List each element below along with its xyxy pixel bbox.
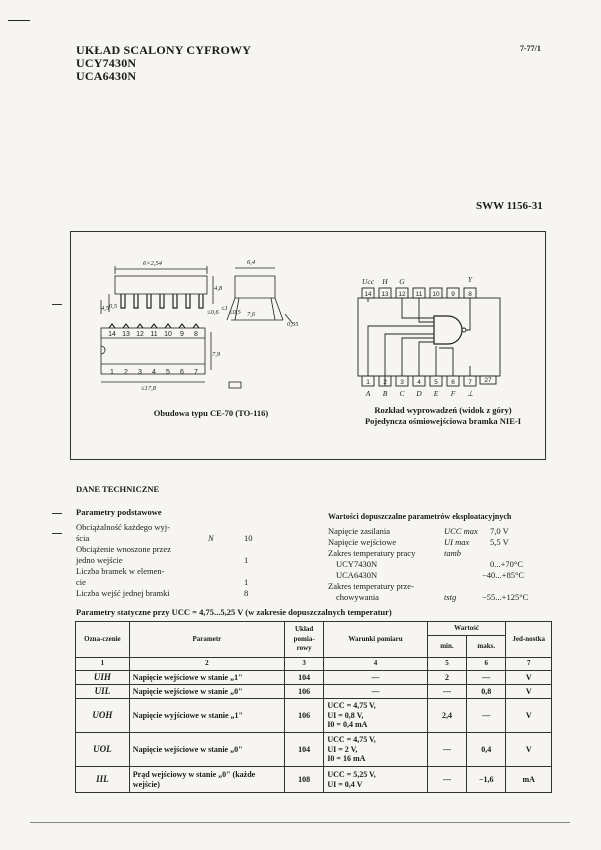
cell-cond xyxy=(324,699,427,733)
limit-row xyxy=(328,581,553,592)
basic-params-list xyxy=(76,522,276,599)
col-header-circuit: Układ pomia-rowy xyxy=(285,622,324,658)
basic-sym: N xyxy=(208,533,214,543)
dim-h1: 4,5 xyxy=(101,305,110,312)
col-header-param: Parametr xyxy=(129,622,284,658)
pkg-pin-6: 6 xyxy=(180,369,184,376)
basic-label: Obciążenie wnoszone przez xyxy=(76,544,171,554)
sch-pin-13: 13 xyxy=(381,291,389,298)
basic-params-heading: Parametry podstawowe xyxy=(76,507,162,517)
label-f: F xyxy=(450,389,456,398)
col-number: 4 xyxy=(324,658,427,671)
limit-sym: tamb xyxy=(444,548,461,558)
pkg-pin-10: 10 xyxy=(164,331,172,338)
label-a: A xyxy=(365,389,371,398)
schematic-caption-line-1: Rozkład wyprowadzeń (widok z góry) xyxy=(374,405,512,415)
schematic-caption-line-2: Pojedyncza ośmiowejściowa bramka NIE-I xyxy=(364,416,522,426)
sch-pin-10: 10 xyxy=(432,291,440,298)
pkg-pin-13: 13 xyxy=(122,331,130,338)
limit-row xyxy=(328,570,553,581)
limits-list xyxy=(328,526,553,603)
cell-cond: — xyxy=(324,671,427,685)
package-caption: Obudowa typu CE-70 (TO-116) xyxy=(153,408,269,418)
cell-min: 2 xyxy=(427,671,466,685)
pinout-schematic xyxy=(346,272,541,402)
col-header-min: min. xyxy=(427,636,466,658)
label-h: H xyxy=(382,277,388,286)
dim-lead2: ≤0,5 xyxy=(229,309,241,316)
limit-row xyxy=(328,537,553,548)
pkg-pin-2: 2 xyxy=(124,369,128,376)
dim-span: 7,6 xyxy=(247,311,256,318)
page-code: 7-77/1 xyxy=(520,44,541,53)
cell-cond: — xyxy=(324,685,427,699)
cell-cond xyxy=(324,767,427,793)
cell-max: — xyxy=(467,671,506,685)
cell-param: Napięcie wejściowe w stanie „1" xyxy=(129,671,284,685)
standard-number: SWW 1156-31 xyxy=(476,200,543,212)
sch-pin-5: 5 xyxy=(434,379,438,386)
pkg-pin-3: 3 xyxy=(138,369,142,376)
limit-sym: UI max xyxy=(444,537,470,547)
dim-h2: 0,5 xyxy=(109,303,118,310)
label-c: C xyxy=(399,389,405,398)
label-e: E xyxy=(433,389,439,398)
cell-unit: V xyxy=(506,685,552,699)
sch-gnd-box: 27 xyxy=(484,377,492,384)
package-drawing xyxy=(71,232,341,412)
limit-row xyxy=(328,592,553,603)
pkg-pin-9: 9 xyxy=(180,331,184,338)
cell-circuit: 106 xyxy=(285,685,324,699)
dim-lead: ≤0,6 xyxy=(207,309,219,316)
table-row xyxy=(76,671,552,685)
col-number: 7 xyxy=(506,658,552,671)
figure-box xyxy=(70,231,546,460)
sch-pin-3: 3 xyxy=(400,379,404,386)
limit-row xyxy=(328,548,553,559)
dim-h3: 4,8 xyxy=(214,285,223,292)
basic-label: Obciążalność każdego wyj- xyxy=(76,522,170,532)
limit-label: chowywania xyxy=(336,592,379,602)
cond-line: UI = 2 V, xyxy=(327,744,358,754)
sch-pin-14: 14 xyxy=(364,291,372,298)
col-number: 6 xyxy=(467,658,506,671)
cell-min: — xyxy=(427,685,466,699)
sch-pin-7: 7 xyxy=(468,379,472,386)
label-b: B xyxy=(382,389,388,398)
basic-label: ścia xyxy=(76,533,90,543)
limit-val: 0...+70°C xyxy=(490,559,523,569)
cond-line: UCC = 4,75 V, xyxy=(327,701,376,711)
dim-pitch: 6×2,54 xyxy=(143,260,163,267)
cell-param: Napięcie wejściowe w stanie „0" xyxy=(129,733,284,767)
basic-val: 1 xyxy=(244,577,249,587)
margin-mark-2 xyxy=(52,513,62,514)
cell-sym: UIH xyxy=(76,671,130,685)
dim-thk: 0,35 xyxy=(287,321,299,328)
cell-cond xyxy=(324,733,427,767)
cell-circuit: 104 xyxy=(285,671,324,685)
cell-max: 0,4 xyxy=(467,733,506,767)
cell-sym: IIL xyxy=(76,767,130,793)
cell-min: — xyxy=(427,733,466,767)
sch-pin-12: 12 xyxy=(398,291,406,298)
col-number: 5 xyxy=(427,658,466,671)
cell-circuit: 106 xyxy=(285,699,324,733)
pkg-pin-7: 7 xyxy=(194,369,198,376)
pkg-pin-4: 4 xyxy=(152,369,156,376)
col-number: 1 xyxy=(76,658,130,671)
margin-mark xyxy=(52,304,62,305)
col-header-sym: Ozna-czenie xyxy=(76,622,130,658)
margin-mark-3 xyxy=(52,533,62,534)
cell-param: Napięcie wejściowe w stanie „0" xyxy=(129,685,284,699)
basic-row xyxy=(76,588,276,599)
sch-pin-6: 6 xyxy=(451,379,455,386)
cell-unit: mA xyxy=(506,767,552,793)
basic-row xyxy=(76,544,276,566)
table-row xyxy=(76,767,552,793)
label-ucc: Ucc xyxy=(361,277,375,286)
basic-val: 8 xyxy=(244,588,249,598)
pkg-pin-5: 5 xyxy=(166,369,170,376)
cell-param: Prąd wejściowy w stanie „0" (każde wejście) xyxy=(129,767,284,793)
label-g: G xyxy=(399,277,405,286)
table-col-numbers xyxy=(76,658,552,671)
cell-sym: UOH xyxy=(76,699,130,733)
limit-label: Zakres temperatury pracy xyxy=(328,548,416,558)
tech-heading: DANE TECHNICZNE xyxy=(76,484,160,494)
basic-label: Liczba wejść jednej bramki xyxy=(76,588,170,598)
limit-label: Napięcie zasilania xyxy=(328,526,391,536)
cell-max: — xyxy=(467,699,506,733)
limit-row xyxy=(328,526,553,537)
bottom-rule xyxy=(30,822,570,823)
limit-val: 7,0 V xyxy=(490,526,509,536)
basic-label: Liczba bramek w elemen- xyxy=(76,566,165,576)
cell-unit: V xyxy=(506,733,552,767)
cond-line: UI = 0,4 V xyxy=(327,779,363,789)
limits-heading: Wartości dopuszczalne parametrów eksploatacyjnych xyxy=(328,512,512,521)
cell-min: — xyxy=(427,767,466,793)
limit-val: −55...+125°C xyxy=(482,592,529,602)
cell-param: Napięcie wyjściowe w stanie „1" xyxy=(129,699,284,733)
cell-min: 2,4 xyxy=(427,699,466,733)
basic-label: cie xyxy=(76,577,86,587)
label-gnd: ⊥ xyxy=(466,389,474,398)
col-number: 2 xyxy=(129,658,284,671)
header-mark xyxy=(8,20,30,21)
cell-max: −1,6 xyxy=(467,767,506,793)
cell-max: 0,8 xyxy=(467,685,506,699)
limit-sym: tstg xyxy=(444,592,457,602)
static-params-heading: Parametry statyczne przy UCC = 4,75...5,25 V (w zakresie dopuszczalnych temperatur) xyxy=(76,607,392,617)
pkg-pin-8: 8 xyxy=(194,331,198,338)
cell-circuit: 104 xyxy=(285,733,324,767)
static-params-table xyxy=(75,621,552,793)
col-header-max: maks. xyxy=(467,636,506,658)
table-header-row xyxy=(76,622,552,636)
label-y: Y xyxy=(467,275,473,284)
cell-unit: V xyxy=(506,671,552,685)
sch-pin-11: 11 xyxy=(415,291,423,298)
limit-label: Napięcie wejściowe xyxy=(328,537,397,547)
sch-pin-4: 4 xyxy=(417,379,421,386)
cond-line: UI = 0,8 V, xyxy=(327,710,364,720)
col-header-cond: Warunki pomiaru xyxy=(324,622,427,658)
title-line-3: UCA6430N xyxy=(76,69,137,83)
dim-angle: ≤1 xyxy=(221,305,228,312)
limit-val: −40...+85°C xyxy=(482,570,525,580)
basic-row xyxy=(76,566,276,588)
label-d: D xyxy=(416,389,422,398)
limit-row xyxy=(328,559,553,570)
table-row xyxy=(76,699,552,733)
sch-pin-9: 9 xyxy=(451,291,455,298)
sch-pin-1: 1 xyxy=(366,379,370,386)
sch-pin-8: 8 xyxy=(468,291,472,298)
cell-unit: V xyxy=(506,699,552,733)
dim-width: 6,4 xyxy=(247,259,256,266)
cond-line: I0 = 0,4 mA xyxy=(327,720,368,730)
cell-sym: UIL xyxy=(76,685,130,699)
basic-val: 1 xyxy=(244,555,249,565)
sch-pin-2: 2 xyxy=(383,379,387,386)
col-header-unit: Jed-nostka xyxy=(506,622,552,658)
limit-sym: UCC max xyxy=(444,526,478,536)
limit-label: UCA6430N xyxy=(336,570,378,580)
table-row xyxy=(76,733,552,767)
cell-sym: UOL xyxy=(76,733,130,767)
cell-circuit: 108 xyxy=(285,767,324,793)
cond-line: UCC = 5,25 V, xyxy=(327,770,376,779)
limit-label: Zakres temperatury prze- xyxy=(328,581,414,591)
pkg-pin-14: 14 xyxy=(108,331,116,338)
col-header-value: Wartość xyxy=(427,622,506,636)
basic-label: jedno wejście xyxy=(76,555,123,565)
cond-line: UCC = 4,75 V, xyxy=(327,735,376,745)
pkg-pin-1: 1 xyxy=(110,369,114,376)
col-number: 3 xyxy=(285,658,324,671)
basic-row xyxy=(76,522,276,544)
pkg-pin-12: 12 xyxy=(136,331,144,338)
title-line-1: UKŁAD SCALONY CYFROWY xyxy=(76,43,252,57)
cond-line: I0 = 16 mA xyxy=(327,754,366,764)
title-line-2: UCY7430N xyxy=(76,56,137,70)
pkg-pin-11: 11 xyxy=(150,331,158,338)
basic-val: 10 xyxy=(244,533,253,543)
limit-label: UCY7430N xyxy=(336,559,378,569)
table-row xyxy=(76,685,552,699)
dim-length: ≤17,8 xyxy=(141,385,156,392)
schematic-caption xyxy=(343,405,543,427)
limit-val: 5,5 V xyxy=(490,537,509,547)
document-title xyxy=(76,44,251,83)
dim-h4: 7,9 xyxy=(212,351,221,358)
